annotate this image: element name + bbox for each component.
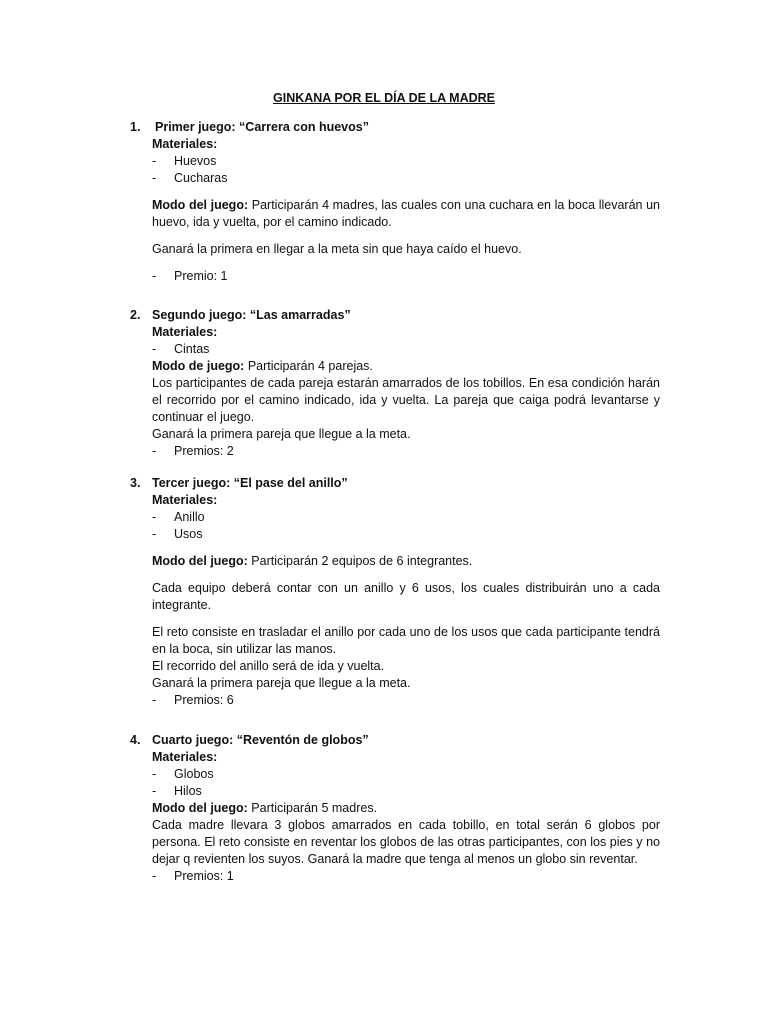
game-1-number: 1. [130, 120, 141, 134]
game-4-number: 4. [130, 733, 141, 747]
game-3-route: El recorrido del anillo será de ida y vuelta. [152, 659, 385, 673]
game-1-prize: - Premio: 1 [152, 269, 228, 283]
game-3-section [130, 475, 660, 709]
game-2-description: Los participantes de cada pareja estarán amarrados de los tobillos. En esa condición harán el recorrido por el camino indicado, ida y vuelta. La pareja que caiga podrá levantarse y continuar el juego. [152, 376, 660, 424]
game-1-title: Primer juego: “Carrera con huevos” [155, 120, 369, 134]
game-3-material-item: - Usos [152, 527, 203, 541]
game-4-title: Cuarto juego: “Reventón de globos” [152, 733, 369, 747]
game-3-number: 3. [130, 476, 141, 490]
game-4-material-item: - Globos [152, 767, 214, 781]
game-3-heading [130, 475, 660, 492]
game-4-description: Cada madre llevara 3 globos amarrados en cada tobillo, en total serán 6 globos por persona. El reto consiste en reventar los globos de las otras participantes, con los pies y no dejar q revienten los suyos. Ganará la madre que tenga al menos un globo sin reventar. [152, 818, 660, 866]
game-4-materials-label: Materiales: [152, 750, 218, 764]
game-2-mode: Modo de juego: Participarán 4 parejas. [152, 359, 373, 373]
game-1-material-item: - Huevos [152, 154, 217, 168]
game-2-section [130, 307, 660, 460]
game-3-team-setup: Cada equipo deberá contar con un anillo y 6 usos, los cuales distribuirán uno a cada integrante. [152, 581, 660, 612]
game-3-title: Tercer juego: “El pase del anillo” [152, 476, 348, 490]
game-1-material-item: - Cucharas [152, 171, 228, 185]
game-4-material-item: - Hilos [152, 784, 202, 798]
game-3-materials-label: Materiales: [152, 493, 218, 507]
game-2-materials-label: Materiales: [152, 325, 218, 339]
game-1-win-rule: Ganará la primera en llegar a la meta sin que haya caído el huevo. [152, 242, 522, 256]
game-3-challenge: El reto consiste en trasladar el anillo por cada uno de los usos que cada participante tendrá en la boca, sin utilizar las manos. [152, 625, 660, 656]
game-4-section [130, 732, 660, 885]
game-2-title: Segundo juego: “Las amarradas” [152, 308, 351, 322]
game-3-material-item: - Anillo [152, 510, 205, 524]
page-title: GINKANA POR EL DÍA DE LA MADRE [273, 91, 495, 105]
game-2-number: 2. [130, 308, 141, 322]
game-4-heading [130, 732, 660, 749]
game-2-prize: - Premios: 2 [152, 444, 234, 458]
game-1-materials-label: Materiales: [152, 137, 218, 151]
game-1-section [130, 119, 660, 285]
game-4-prize: - Premios: 1 [152, 869, 234, 883]
game-2-material-item: - Cintas [152, 342, 210, 356]
game-1-heading [130, 119, 660, 136]
game-3-mode: Modo del juego: Participarán 2 equipos de 6 integrantes. [152, 554, 473, 568]
game-3-prize: - Premios: 6 [152, 693, 234, 707]
game-4-mode: Modo del juego: Participarán 5 madres. [152, 801, 378, 815]
game-1-mode: Modo del juego: Participarán 4 madres, las cuales con una cuchara en la boca llevarán un huevo, ida y vuelta, por el camino indicado. [152, 198, 660, 229]
game-3-win-rule: Ganará la primera pareja que llegue a la meta. [152, 676, 411, 690]
game-2-heading [130, 307, 660, 324]
game-2-win-rule: Ganará la primera pareja que llegue a la meta. [152, 427, 411, 441]
